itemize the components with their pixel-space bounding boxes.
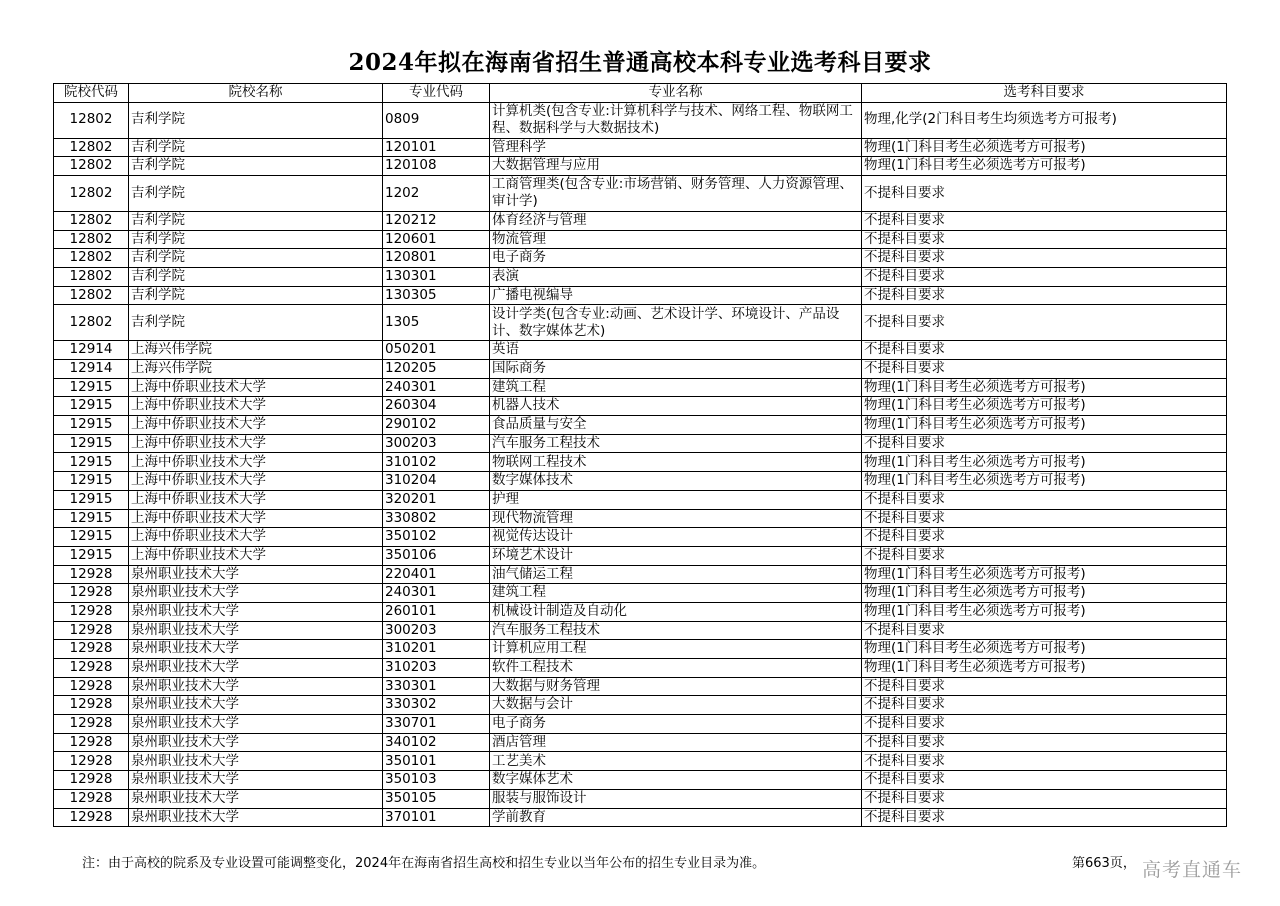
major-name-cell: 计算机应用工程: [490, 640, 862, 659]
subject-requirement-cell: 不提科目要求: [862, 808, 1227, 827]
table-row: [54, 528, 1227, 547]
table-row: [54, 249, 1227, 268]
school-name-cell: 泉州职业技术大学: [129, 640, 383, 659]
table-row: [54, 267, 1227, 286]
table-row: [54, 341, 1227, 360]
major-code-cell: 340102: [383, 733, 490, 752]
major-name-cell: 工艺美术: [490, 752, 862, 771]
school-name-cell: 泉州职业技术大学: [129, 696, 383, 715]
school-code-cell: 12915: [54, 397, 129, 416]
major-code-cell: 260101: [383, 602, 490, 621]
school-name-cell: 上海中侨职业技术大学: [129, 472, 383, 491]
school-name-cell: 泉州职业技术大学: [129, 733, 383, 752]
major-code-cell: 350106: [383, 546, 490, 565]
school-name-cell: 吉利学院: [129, 249, 383, 268]
subject-requirement-cell: 物理(1门科目考生必须选考方可报考): [862, 378, 1227, 397]
major-code-cell: 130305: [383, 286, 490, 305]
major-code-cell: 350101: [383, 752, 490, 771]
major-code-cell: 330301: [383, 677, 490, 696]
table-row: [54, 602, 1227, 621]
subject-requirement-cell: 物理(1门科目考生必须选考方可报考): [862, 659, 1227, 678]
subject-requirement-cell: 不提科目要求: [862, 211, 1227, 230]
school-name-cell: 吉利学院: [129, 138, 383, 157]
major-name-cell: 建筑工程: [490, 584, 862, 603]
table-row: [54, 789, 1227, 808]
school-name-cell: 吉利学院: [129, 175, 383, 211]
major-code-cell: 220401: [383, 565, 490, 584]
table-row: [54, 696, 1227, 715]
table-row: [54, 490, 1227, 509]
table-row: [54, 453, 1227, 472]
school-code-cell: 12915: [54, 453, 129, 472]
major-name-cell: 汽车服务工程技术: [490, 621, 862, 640]
table-row: [54, 416, 1227, 435]
table-row: [54, 102, 1227, 138]
table-row: [54, 305, 1227, 341]
school-code-cell: 12802: [54, 211, 129, 230]
school-name-cell: 泉州职业技术大学: [129, 584, 383, 603]
major-name-cell: 大数据与会计: [490, 696, 862, 715]
table-body: [54, 102, 1227, 827]
major-name-cell: 大数据管理与应用: [490, 157, 862, 176]
major-code-cell: 120212: [383, 211, 490, 230]
header-school-code: 院校代码: [54, 84, 129, 103]
page-number: 第663页，: [1072, 856, 1136, 871]
school-name-cell: 吉利学院: [129, 102, 383, 138]
major-name-cell: 设计学类(包含专业:动画、艺术设计学、环境设计、产品设计、数字媒体艺术): [490, 305, 862, 341]
school-code-cell: 12928: [54, 715, 129, 734]
table-row: [54, 397, 1227, 416]
table-row: [54, 509, 1227, 528]
school-code-cell: 12914: [54, 360, 129, 379]
subject-requirement-cell: 不提科目要求: [862, 434, 1227, 453]
table-row: [54, 360, 1227, 379]
school-code-cell: 12928: [54, 659, 129, 678]
major-name-cell: 电子商务: [490, 715, 862, 734]
school-code-cell: 12928: [54, 565, 129, 584]
table-row: [54, 808, 1227, 827]
major-name-cell: 大数据与财务管理: [490, 677, 862, 696]
header-school-name: 院校名称: [129, 84, 383, 103]
major-code-cell: 260304: [383, 397, 490, 416]
table-row: [54, 546, 1227, 565]
subject-requirement-cell: 不提科目要求: [862, 341, 1227, 360]
school-code-cell: 12928: [54, 696, 129, 715]
major-name-cell: 软件工程技术: [490, 659, 862, 678]
school-name-cell: 上海中侨职业技术大学: [129, 434, 383, 453]
school-name-cell: 吉利学院: [129, 267, 383, 286]
school-code-cell: 12802: [54, 286, 129, 305]
major-name-cell: 广播电视编导: [490, 286, 862, 305]
subject-requirement-cell: 不提科目要求: [862, 175, 1227, 211]
major-name-cell: 建筑工程: [490, 378, 862, 397]
school-name-cell: 上海中侨职业技术大学: [129, 546, 383, 565]
major-name-cell: 现代物流管理: [490, 509, 862, 528]
major-code-cell: 320201: [383, 490, 490, 509]
major-code-cell: 0809: [383, 102, 490, 138]
subject-requirement-cell: 物理(1门科目考生必须选考方可报考): [862, 565, 1227, 584]
subject-requirement-cell: 不提科目要求: [862, 360, 1227, 379]
school-name-cell: 泉州职业技术大学: [129, 659, 383, 678]
table-row: [54, 378, 1227, 397]
subject-requirement-cell: 不提科目要求: [862, 733, 1227, 752]
table-row: [54, 565, 1227, 584]
subject-requirement-cell: 不提科目要求: [862, 305, 1227, 341]
subject-requirement-cell: 不提科目要求: [862, 696, 1227, 715]
major-name-cell: 数字媒体技术: [490, 472, 862, 491]
school-code-cell: 12928: [54, 771, 129, 790]
major-name-cell: 食品质量与安全: [490, 416, 862, 435]
school-code-cell: 12928: [54, 789, 129, 808]
table-row: [54, 715, 1227, 734]
subject-requirement-cell: 不提科目要求: [862, 490, 1227, 509]
school-code-cell: 12928: [54, 808, 129, 827]
major-code-cell: 330802: [383, 509, 490, 528]
major-code-cell: 310204: [383, 472, 490, 491]
table-row: [54, 771, 1227, 790]
major-name-cell: 学前教育: [490, 808, 862, 827]
major-code-cell: 120108: [383, 157, 490, 176]
subject-requirement-cell: 不提科目要求: [862, 267, 1227, 286]
table-row: [54, 640, 1227, 659]
table-row: [54, 175, 1227, 211]
subject-requirement-cell: 物理(1门科目考生必须选考方可报考): [862, 472, 1227, 491]
major-name-cell: 物流管理: [490, 230, 862, 249]
school-name-cell: 上海中侨职业技术大学: [129, 397, 383, 416]
school-name-cell: 上海兴伟学院: [129, 360, 383, 379]
table-row: [54, 677, 1227, 696]
subject-requirement-cell: 不提科目要求: [862, 677, 1227, 696]
major-code-cell: 120205: [383, 360, 490, 379]
school-code-cell: 12802: [54, 102, 129, 138]
subject-requirement-cell: 物理(1门科目考生必须选考方可报考): [862, 157, 1227, 176]
school-code-cell: 12915: [54, 509, 129, 528]
major-code-cell: 300203: [383, 434, 490, 453]
major-name-cell: 表演: [490, 267, 862, 286]
major-code-cell: 370101: [383, 808, 490, 827]
major-name-cell: 国际商务: [490, 360, 862, 379]
school-name-cell: 上海中侨职业技术大学: [129, 528, 383, 547]
table-row: [54, 286, 1227, 305]
table-row: [54, 434, 1227, 453]
header-subject-requirement: 选考科目要求: [862, 84, 1227, 103]
subject-requirement-cell: 物理(1门科目考生必须选考方可报考): [862, 584, 1227, 603]
major-code-cell: 350103: [383, 771, 490, 790]
school-code-cell: 12802: [54, 267, 129, 286]
school-name-cell: 泉州职业技术大学: [129, 602, 383, 621]
school-name-cell: 吉利学院: [129, 286, 383, 305]
school-code-cell: 12802: [54, 138, 129, 157]
major-code-cell: 120101: [383, 138, 490, 157]
major-code-cell: 310102: [383, 453, 490, 472]
table-row: [54, 230, 1227, 249]
school-code-cell: 12928: [54, 677, 129, 696]
school-name-cell: 泉州职业技术大学: [129, 621, 383, 640]
major-name-cell: 机器人技术: [490, 397, 862, 416]
major-code-cell: 120801: [383, 249, 490, 268]
subject-requirement-cell: 不提科目要求: [862, 771, 1227, 790]
major-code-cell: 310201: [383, 640, 490, 659]
school-name-cell: 上海中侨职业技术大学: [129, 416, 383, 435]
school-name-cell: 泉州职业技术大学: [129, 565, 383, 584]
school-code-cell: 12928: [54, 621, 129, 640]
requirements-table: [53, 83, 1227, 827]
school-code-cell: 12915: [54, 528, 129, 547]
page-title: 2024年拟在海南省招生普通高校本科专业选考科目要求: [348, 49, 932, 76]
major-name-cell: 服装与服饰设计: [490, 789, 862, 808]
school-code-cell: 12802: [54, 305, 129, 341]
school-code-cell: 12802: [54, 157, 129, 176]
major-name-cell: 视觉传达设计: [490, 528, 862, 547]
major-name-cell: 护理: [490, 490, 862, 509]
major-name-cell: 电子商务: [490, 249, 862, 268]
major-name-cell: 油气储运工程: [490, 565, 862, 584]
table-row: [54, 138, 1227, 157]
major-name-cell: 管理科学: [490, 138, 862, 157]
major-name-cell: 机械设计制造及自动化: [490, 602, 862, 621]
school-code-cell: 12928: [54, 752, 129, 771]
major-code-cell: 350105: [383, 789, 490, 808]
school-name-cell: 上海中侨职业技术大学: [129, 378, 383, 397]
major-name-cell: 数字媒体艺术: [490, 771, 862, 790]
subject-requirement-cell: 物理(1门科目考生必须选考方可报考): [862, 453, 1227, 472]
major-code-cell: 330701: [383, 715, 490, 734]
table-header-row: [54, 84, 1227, 103]
school-code-cell: 12915: [54, 490, 129, 509]
school-name-cell: 泉州职业技术大学: [129, 677, 383, 696]
school-code-cell: 12928: [54, 733, 129, 752]
school-code-cell: 12914: [54, 341, 129, 360]
school-name-cell: 泉州职业技术大学: [129, 715, 383, 734]
major-code-cell: 300203: [383, 621, 490, 640]
subject-requirement-cell: 不提科目要求: [862, 509, 1227, 528]
school-code-cell: 12802: [54, 230, 129, 249]
school-name-cell: 上海中侨职业技术大学: [129, 453, 383, 472]
header-major-code: 专业代码: [383, 84, 490, 103]
subject-requirement-cell: 物理(1门科目考生必须选考方可报考): [862, 602, 1227, 621]
subject-requirement-cell: 物理,化学(2门科目考生均须选考方可报考): [862, 102, 1227, 138]
subject-requirement-cell: 物理(1门科目考生必须选考方可报考): [862, 138, 1227, 157]
school-code-cell: 12915: [54, 378, 129, 397]
school-name-cell: 泉州职业技术大学: [129, 808, 383, 827]
school-code-cell: 12915: [54, 472, 129, 491]
school-name-cell: 上海中侨职业技术大学: [129, 490, 383, 509]
school-code-cell: 12928: [54, 602, 129, 621]
table-row: [54, 472, 1227, 491]
major-name-cell: 汽车服务工程技术: [490, 434, 862, 453]
table-row: [54, 659, 1227, 678]
major-name-cell: 英语: [490, 341, 862, 360]
table-row: [54, 211, 1227, 230]
major-code-cell: 240301: [383, 584, 490, 603]
subject-requirement-cell: 物理(1门科目考生必须选考方可报考): [862, 640, 1227, 659]
watermark: 高考直通车: [1142, 859, 1243, 881]
school-code-cell: 12802: [54, 249, 129, 268]
subject-requirement-cell: 不提科目要求: [862, 546, 1227, 565]
school-name-cell: 吉利学院: [129, 211, 383, 230]
school-name-cell: 吉利学院: [129, 305, 383, 341]
major-code-cell: 130301: [383, 267, 490, 286]
major-code-cell: 350102: [383, 528, 490, 547]
major-name-cell: 体育经济与管理: [490, 211, 862, 230]
subject-requirement-cell: 不提科目要求: [862, 789, 1227, 808]
subject-requirement-cell: 物理(1门科目考生必须选考方可报考): [862, 397, 1227, 416]
school-code-cell: 12928: [54, 584, 129, 603]
header-major-name: 专业名称: [490, 84, 862, 103]
school-name-cell: 泉州职业技术大学: [129, 752, 383, 771]
subject-requirement-cell: 不提科目要求: [862, 621, 1227, 640]
table-row: [54, 621, 1227, 640]
major-name-cell: 工商管理类(包含专业:市场营销、财务管理、人力资源管理、审计学): [490, 175, 862, 211]
major-code-cell: 240301: [383, 378, 490, 397]
major-code-cell: 120601: [383, 230, 490, 249]
school-name-cell: 上海中侨职业技术大学: [129, 509, 383, 528]
subject-requirement-cell: 不提科目要求: [862, 528, 1227, 547]
table-row: [54, 752, 1227, 771]
school-code-cell: 12915: [54, 416, 129, 435]
school-name-cell: 吉利学院: [129, 157, 383, 176]
subject-requirement-cell: 不提科目要求: [862, 249, 1227, 268]
school-code-cell: 12915: [54, 546, 129, 565]
major-code-cell: 290102: [383, 416, 490, 435]
major-name-cell: 酒店管理: [490, 733, 862, 752]
major-name-cell: 环境艺术设计: [490, 546, 862, 565]
table-row: [54, 733, 1227, 752]
major-code-cell: 050201: [383, 341, 490, 360]
subject-requirement-cell: 物理(1门科目考生必须选考方可报考): [862, 416, 1227, 435]
subject-requirement-cell: 不提科目要求: [862, 286, 1227, 305]
subject-requirement-cell: 不提科目要求: [862, 715, 1227, 734]
table-row: [54, 157, 1227, 176]
major-code-cell: 1202: [383, 175, 490, 211]
major-code-cell: 1305: [383, 305, 490, 341]
table-row: [54, 584, 1227, 603]
subject-requirement-cell: 不提科目要求: [862, 752, 1227, 771]
school-code-cell: 12915: [54, 434, 129, 453]
school-name-cell: 上海兴伟学院: [129, 341, 383, 360]
subject-requirement-cell: 不提科目要求: [862, 230, 1227, 249]
footnote: 注：由于高校的院系及专业设置可能调整变化，2024年在海南省招生高校和招生专业以当年公布的招生专业目录为准。: [82, 856, 766, 871]
school-code-cell: 12928: [54, 640, 129, 659]
major-name-cell: 计算机类(包含专业:计算机科学与技术、网络工程、物联网工程、数据科学与大数据技术): [490, 102, 862, 138]
school-name-cell: 泉州职业技术大学: [129, 771, 383, 790]
major-name-cell: 物联网工程技术: [490, 453, 862, 472]
major-code-cell: 310203: [383, 659, 490, 678]
school-name-cell: 泉州职业技术大学: [129, 789, 383, 808]
major-code-cell: 330302: [383, 696, 490, 715]
school-code-cell: 12802: [54, 175, 129, 211]
school-name-cell: 吉利学院: [129, 230, 383, 249]
